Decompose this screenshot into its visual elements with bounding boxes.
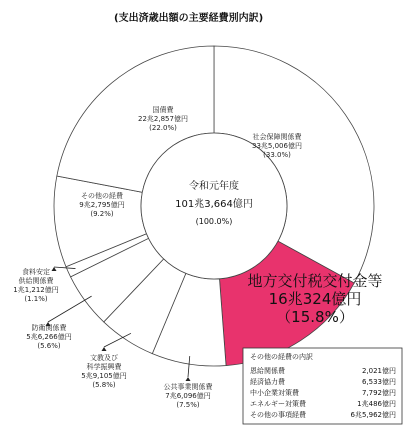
legend-item-value: 1兆486億円: [357, 400, 396, 408]
chart-title: (支出済歳出額の主要経費別内訳): [114, 13, 264, 24]
leader-arrow: [186, 377, 191, 381]
slice-amount: 22兆2,857億円: [138, 115, 188, 123]
slice-name: 社会保障関係費: [252, 133, 302, 141]
leader-arrow: [102, 347, 107, 351]
slice-amount: 7兆6,096億円: [165, 392, 211, 400]
center-year: 令和元年度: [189, 181, 239, 192]
slice-name: その他の経費: [81, 192, 123, 200]
slice-amount: 33兆5,006億円: [252, 142, 302, 150]
legend-item-value: 2,021億円: [361, 367, 396, 375]
slice-amount: 16兆324億円: [268, 290, 362, 308]
slice-percent: (5.6%): [37, 342, 61, 350]
slice-label: [26, 323, 72, 350]
legend-box: [243, 348, 402, 424]
slice-name: 地方交付税交付金等: [247, 272, 383, 290]
slice-amount: 9兆2,795億円: [79, 201, 125, 209]
slice-label: [164, 382, 214, 409]
slice-label: [81, 353, 127, 389]
legend-item-label: その他の事項経費: [250, 411, 306, 419]
leader-line: [48, 296, 92, 322]
slice-percent: （15.8%）: [276, 308, 354, 326]
slice-percent: (33.0%): [263, 151, 291, 159]
legend-item-value: 6,533億円: [361, 378, 396, 386]
legend-title: その他の経費の内訳: [250, 353, 313, 361]
slice-amount: 5兆6,266億円: [26, 333, 72, 341]
slice-percent: (9.2%): [90, 210, 114, 218]
slice-percent: (1.1%): [24, 295, 48, 303]
slice-name: 防衛関係費: [31, 324, 67, 332]
legend-item-label: エネルギー対策費: [250, 400, 306, 408]
slice-name: 食料安定: [22, 268, 50, 276]
slice-name: 国債費: [152, 106, 174, 114]
slice-name: 文教及び: [90, 354, 118, 362]
slice-amount: 5兆9,105億円: [81, 372, 127, 380]
legend-item-label: 中小企業対策費: [250, 389, 299, 397]
slice-name: 供給関係費: [18, 277, 54, 285]
legend-item-label: 恩給関係費: [250, 367, 285, 375]
slice-percent: (5.8%): [92, 381, 116, 389]
slice-name: 公共事業関係費: [163, 383, 213, 391]
slice-name: 科学振興費: [86, 363, 122, 371]
slice-percent: (7.5%): [176, 401, 200, 409]
legend-item-value: 7,792億円: [361, 389, 396, 397]
center-percent: (100.0%): [195, 217, 233, 226]
leader-arrow: [52, 267, 57, 271]
center-total: 101兆3,664億円: [175, 199, 253, 210]
slice-label: [13, 267, 59, 303]
slice-amount: 1兆1,212億円: [13, 286, 59, 294]
slice-percent: (22.0%): [149, 124, 177, 132]
legend-item-value: 6兆5,962億円: [350, 411, 396, 419]
legend-item-label: 経済協力費: [250, 378, 285, 386]
